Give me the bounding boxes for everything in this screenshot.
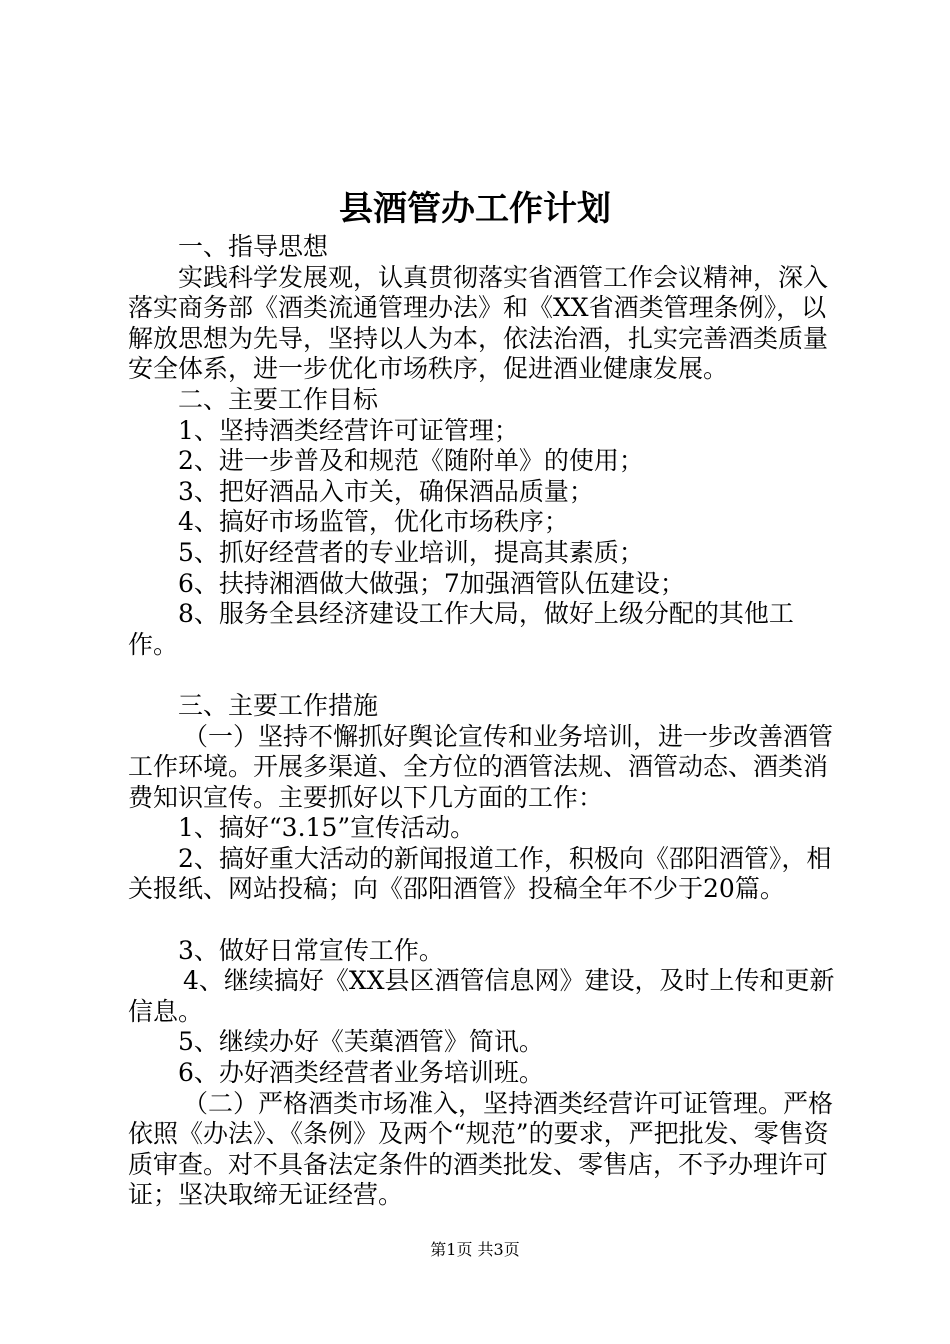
paragraph: 5、抓好经营者的专业培训，提高其素质； [178,537,644,567]
paragraph: （二）严格酒类市场准入，坚持酒类经营许可证管理。严格依照《办法》、《条例》及两个“规范”的要求，严把批发、零售资质审查。对不具备法定条件的酒类批发、零售店，不予办理许可证；坚决取缔无证经营。 [128,1088,834,1210]
blank-line [128,660,838,691]
paragraph: 2、搞好重大活动的新闻报道工作，积极向《邵阳酒管》，相关报纸、网站投稿；向《邵阳酒管》投稿全年不少于20篇。 [128,843,832,904]
paragraph: 5、继续办好《芙蕖酒管》简讯。 [178,1027,544,1057]
paragraph: 1、搞好“3.15”宣传活动。 [178,813,476,843]
document-title: 县酒管办工作计划 [339,189,611,229]
paragraph: 三、主要工作措施 [178,690,379,720]
page-footer: 第1页 共3页 [430,1240,520,1259]
paragraph: 8、服务全县经济建设工作大局，做好上级分配的其他工作。 [128,599,794,659]
blank-line [128,905,838,936]
paragraph: 4、继续搞好《XX县区酒管信息网》建设，及时上传和更新信息。 [128,966,835,1026]
paragraph: （一）坚持不懈抓好舆论宣传和业务培训，进一步改善酒管工作环境。开展多渠道、全方位的酒管法规、酒管动态、酒类消费知识宣传。主要抓好以下几方面的工作： [128,721,834,812]
paragraph: 2、进一步普及和规范《随附单》的使用； [178,446,644,476]
paragraph: 实践科学发展观，认真贯彻落实省酒管工作会议精神，深入落实商务部《酒类流通管理办法》和《XX省酒类管理条例》，以解放思想为先导，坚持以人为本，依法治酒，扎实完善酒类质量安全体系，进一步优化市场秩序，促进酒业健康发展。 [128,262,829,384]
paragraph: 二、主要工作目标 [178,384,379,414]
document-body [128,232,838,1211]
paragraph: 3、把好酒品入市关，确保酒品质量； [178,476,594,506]
paragraph: 3、做好日常宣传工作。 [178,935,444,965]
paragraph: 一、指导思想 [178,232,329,261]
paragraph: 6、办好酒类经营者业务培训班。 [178,1058,544,1088]
paragraph: 1、坚持酒类经营许可证管理； [178,415,519,445]
paragraph: 4、搞好市场监管，优化市场秩序； [178,507,569,537]
paragraph: 6、扶持湘酒做大做强；7加强酒管队伍建设； [178,568,685,598]
